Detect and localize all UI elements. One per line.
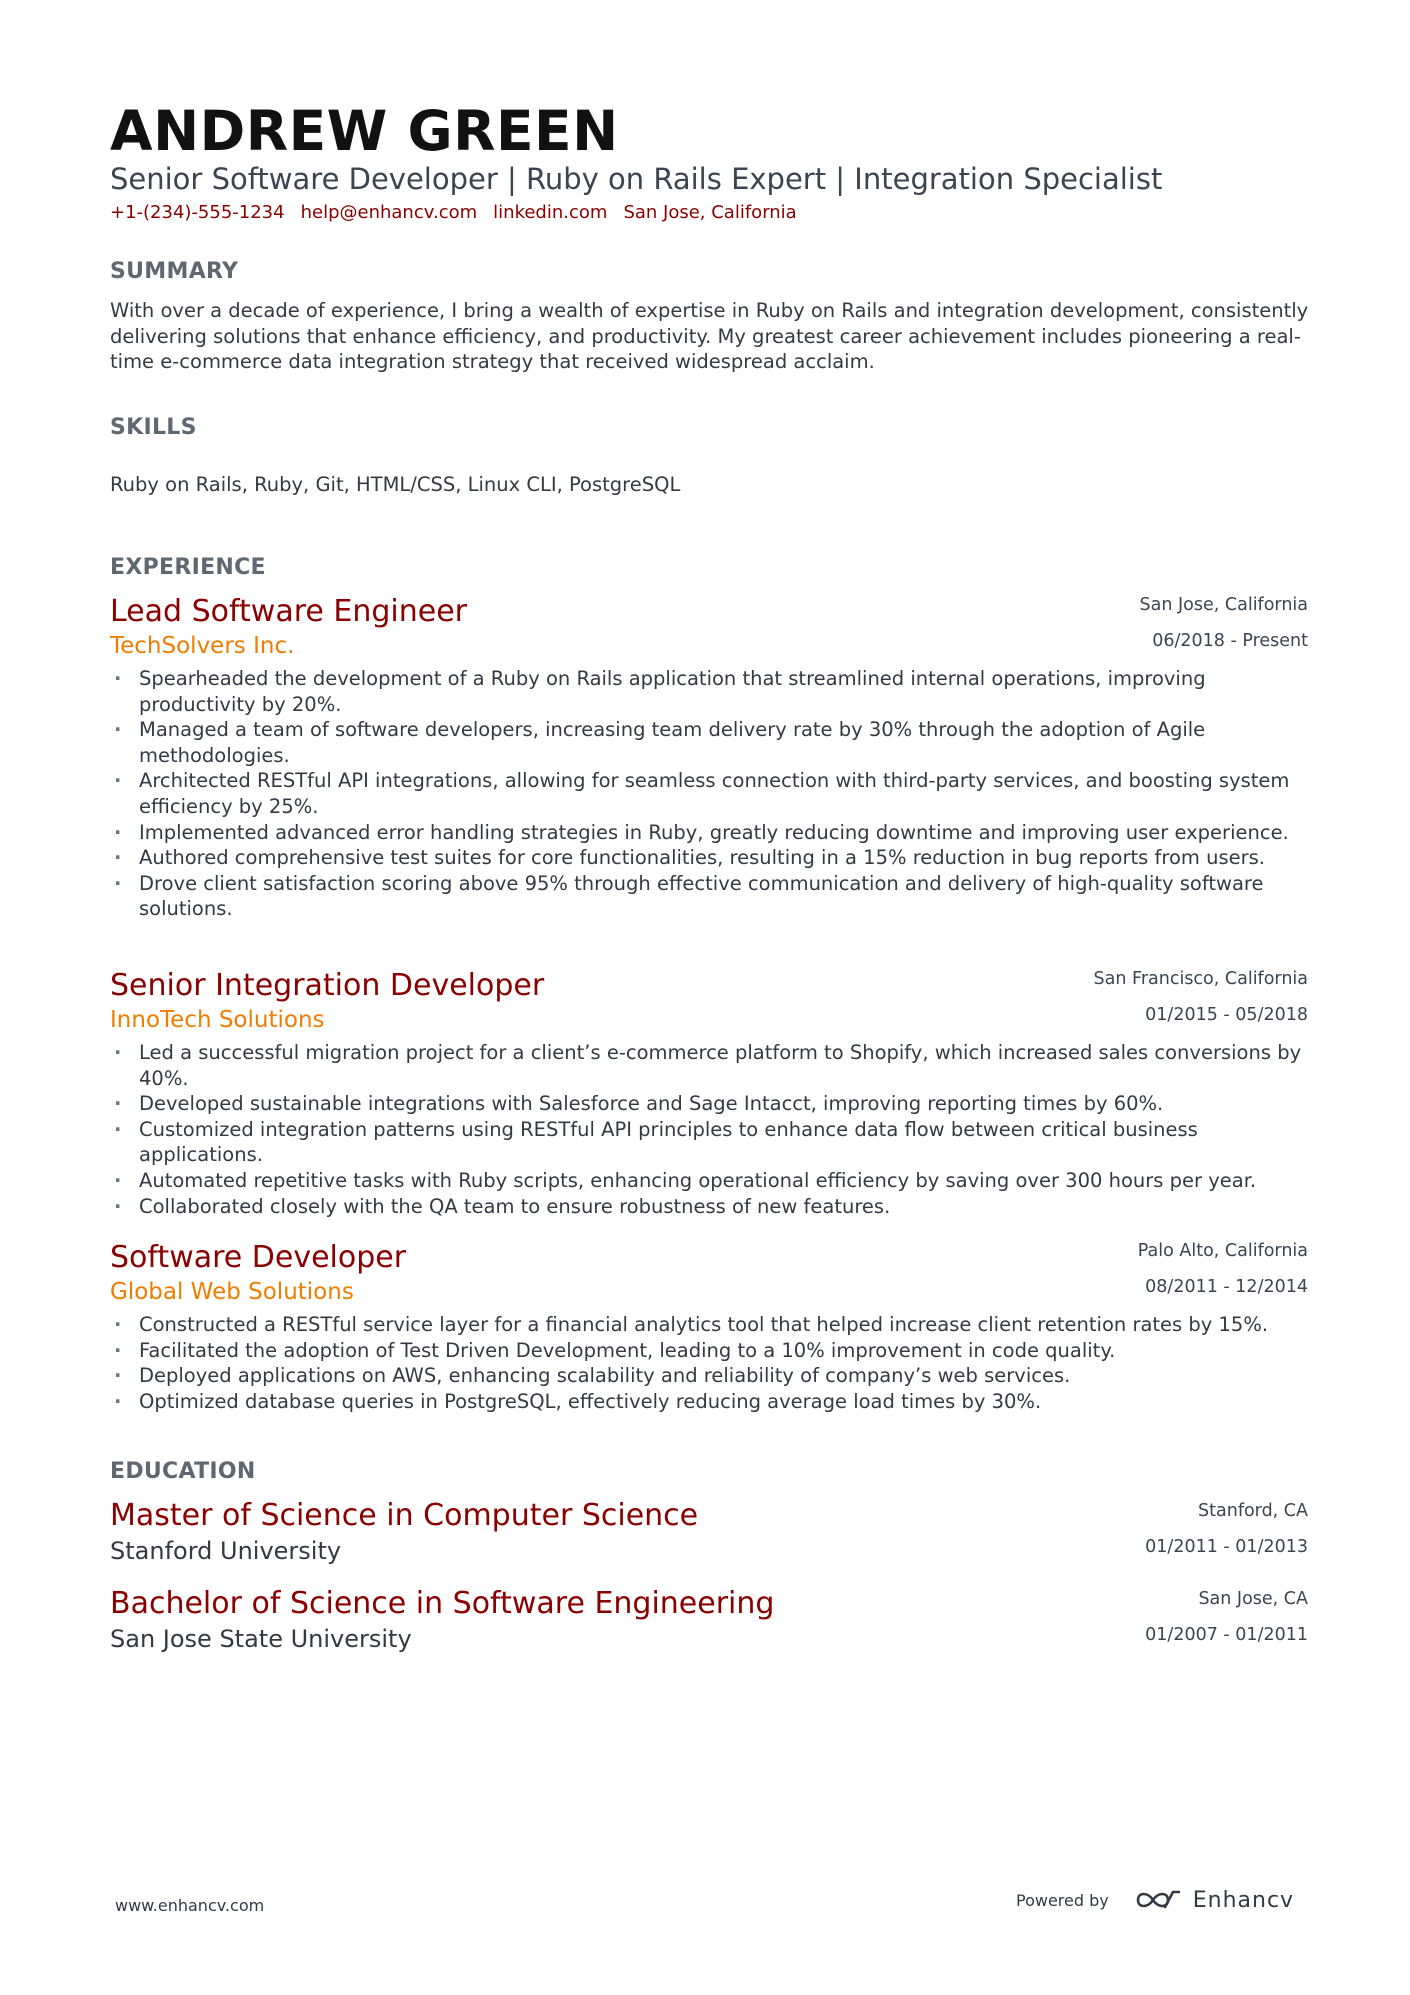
list-item: · Authored comprehensive test suites for core functionalities, resulting in a 15% reduction in bug reports from users. <box>110 845 1310 871</box>
list-item: · Developed sustainable integrations with Salesforce and Sage Intacct, improving reporting times by 60%. <box>110 1091 1310 1117</box>
job-bullets <box>110 1040 1310 1219</box>
education-location: Stanford, CA <box>1198 1501 1308 1521</box>
email-link[interactable]: help@enhancv.com <box>300 202 478 223</box>
linkedin-link[interactable]: linkedin.com <box>493 202 608 223</box>
education-dates: 01/2011 - 01/2013 <box>1145 1537 1308 1557</box>
skills-text: Ruby on Rails, Ruby, Git, HTML/CSS, Linux CLI, PostgreSQL <box>110 473 681 496</box>
school-name: San Jose State University <box>110 1625 412 1653</box>
degree-title: Bachelor of Science in Software Engineering <box>110 1586 775 1621</box>
candidate-name: ANDREW GREEN <box>110 99 619 163</box>
job-dates: 08/2011 - 12/2014 <box>1145 1277 1308 1297</box>
summary-text: With over a decade of experience, I bring a wealth of expertise in Ruby on Rails and integration development, consistently delivering solutions that enhance efficiency, and productivity. My greatest career achievement includes pioneering a real-time e-commerce data integration strategy that received widespread acclaim. <box>110 299 1309 374</box>
job-location: San Francisco, California <box>1093 969 1308 989</box>
job-title: Software Developer <box>110 1240 407 1275</box>
education-dates: 01/2007 - 01/2011 <box>1145 1625 1308 1645</box>
job-company: InnoTech Solutions <box>110 1007 325 1033</box>
list-item: · Deployed applications on AWS, enhancing scalability and reliability of company’s web services. <box>110 1363 1310 1389</box>
list-item: · Managed a team of software developers, increasing team delivery rate by 30% through the adoption of Agile methodologies. <box>110 717 1310 768</box>
phone-link[interactable]: +1-(234)-555-1234 <box>110 202 285 223</box>
job-company: TechSolvers Inc. <box>110 633 295 659</box>
education-location: San Jose, CA <box>1198 1589 1308 1609</box>
location-text: San Jose, California <box>623 202 797 223</box>
contact-row <box>110 201 813 225</box>
enhancv-logo-icon <box>1135 1887 1181 1913</box>
footer-website-link[interactable]: www.enhancv.com <box>115 1896 265 1915</box>
school-name: Stanford University <box>110 1537 342 1565</box>
summary-heading: SUMMARY <box>110 259 239 284</box>
list-item: · Led a successful migration project for a client’s e-commerce platform to Shopify, which increased sales conversions by 40%. <box>110 1040 1310 1091</box>
enhancv-brand-text: Enhancv <box>1192 1887 1295 1913</box>
job-location: Palo Alto, California <box>1137 1241 1308 1261</box>
footer-branding <box>1016 1880 1294 1920</box>
job-dates: 01/2015 - 05/2018 <box>1145 1005 1308 1025</box>
list-item: · Automated repetitive tasks with Ruby scripts, enhancing operational efficiency by saving over 300 hours per year. <box>110 1168 1310 1194</box>
education-heading: EDUCATION <box>110 1459 256 1484</box>
job-title: Lead Software Engineer <box>110 594 467 629</box>
job-location: San Jose, California <box>1139 595 1308 615</box>
job-bullets <box>110 1312 1310 1414</box>
candidate-headline: Senior Software Developer | Ruby on Rails Expert | Integration Specialist <box>110 162 1163 196</box>
list-item: · Implemented advanced error handling strategies in Ruby, greatly reducing downtime and improving user experience. <box>110 820 1310 846</box>
list-item: · Customized integration patterns using RESTful API principles to enhance data flow between critical business applications. <box>110 1117 1310 1168</box>
list-item: · Architected RESTful API integrations, allowing for seamless connection with third-party services, and boosting system efficiency by 25%. <box>110 768 1310 819</box>
list-item: · Collaborated closely with the QA team to ensure robustness of new features. <box>110 1194 1310 1220</box>
job-title: Senior Integration Developer <box>110 968 545 1003</box>
powered-by-label: Powered by <box>1016 1890 1109 1910</box>
job-dates: 06/2018 - Present <box>1152 631 1308 651</box>
list-item: · Facilitated the adoption of Test Driven Development, leading to a 10% improvement in code quality. <box>110 1338 1310 1364</box>
job-company: Global Web Solutions <box>110 1279 354 1305</box>
list-item: · Drove client satisfaction scoring above 95% through effective communication and delivery of high-quality software solutions. <box>110 871 1310 922</box>
job-bullets <box>110 666 1310 922</box>
list-item: · Constructed a RESTful service layer for a financial analytics tool that helped increase client retention rates by 15%. <box>110 1312 1310 1338</box>
list-item: · Spearheaded the development of a Ruby on Rails application that streamlined internal operations, improving productivity by 20%. <box>110 666 1310 717</box>
list-item: · Optimized database queries in PostgreSQL, effectively reducing average load times by 30%. <box>110 1389 1310 1415</box>
experience-heading: EXPERIENCE <box>110 555 266 580</box>
skills-heading: SKILLS <box>110 415 197 440</box>
degree-title: Master of Science in Computer Science <box>110 1498 699 1533</box>
